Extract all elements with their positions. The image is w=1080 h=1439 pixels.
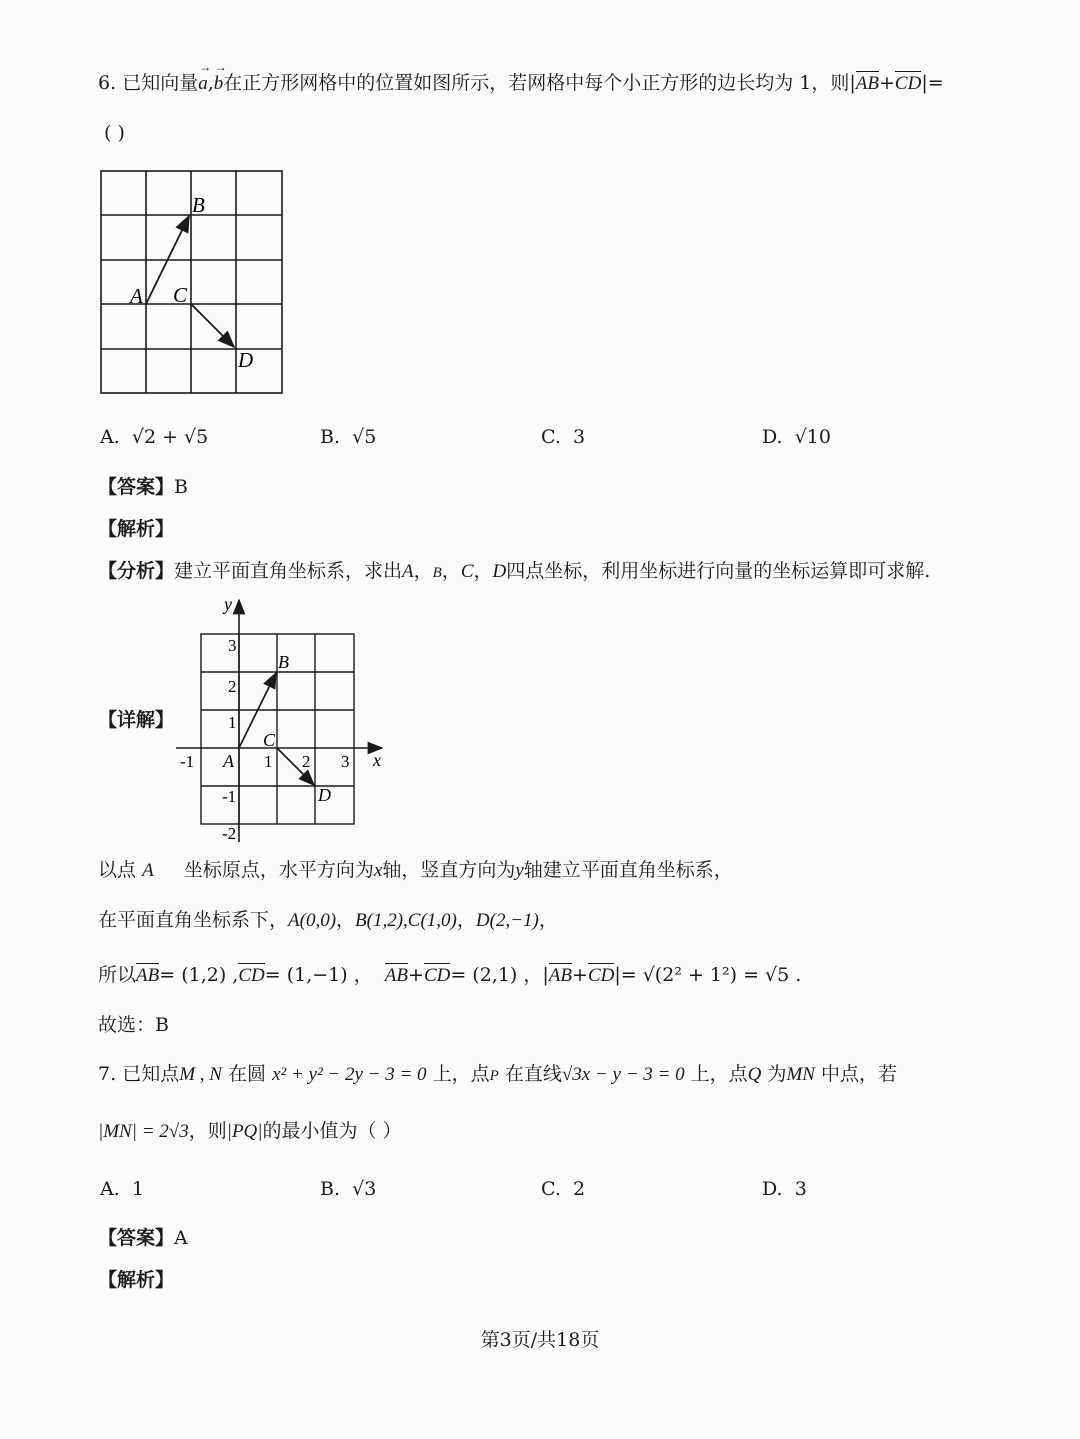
q7-answer: 【答案】A [98,1227,188,1249]
point-D-label: D [318,785,331,805]
vector-b: → b [213,60,227,94]
point-A-label: A [223,751,234,771]
point-C-label: C [263,730,276,750]
label-A: A [130,284,143,308]
q6-answer: 【答案】B [98,476,188,498]
y-tick: 1 [228,713,237,732]
x-tick: -1 [180,752,195,771]
q7-option-b[interactable]: B. √3 [320,1178,377,1200]
arrow-cd [191,304,234,347]
q6-option-d[interactable]: D. √10 [762,426,831,448]
label-D: D [238,348,254,372]
q6-detail-line3: 所以AB= (1,2) ,CD= (1,−1) ， AB+CD= (2,1) ，|AB+CD|= √(2² + 1²) = √5 . [98,964,802,986]
vector-cd: CD [894,73,922,94]
q6-stem-text: 已知向量 [122,72,199,94]
x-tick: 1 [264,752,273,771]
q6-option-c[interactable]: C. 3 [541,426,586,448]
q6-jiexi-tag: 【解析】 [98,518,175,540]
y-axis-label: y [224,594,232,614]
x-tick: 2 [302,752,311,771]
q6-stem-text2: 在正方形网格中的位置如图所示，若网格中每个小正方形的边长均为 1，则| [223,72,856,94]
y-tick: -2 [222,824,237,843]
q6-detail-line2: 在平面直角坐标系下，A(0,0)，B(1,2),C(1,0)，D(2,−1)， [98,909,558,931]
q6-xiangjie-tag: 【详解】 [98,709,175,731]
q7-stem-line2: |MN| = 2√3，则|PQ|的最小值为（ ） [98,1120,402,1142]
x-axis-label: x [373,750,381,770]
q6-conclusion: 故选：B [98,1014,169,1036]
q7-stem: 7. 已知点M , N 在圆 x² + y² − 2y − 3 = 0 上，点P 在直线√3x − y − 3 = 0 上，点Q 为MN 中点，若 [98,1063,898,1085]
q7-option-a[interactable]: A. 1 [100,1178,144,1200]
q6-fenxi: 【分析】建立平面直角坐标系，求出A，B，C，D四点坐标，利用坐标进行向量的坐标运算即可求解. [98,560,931,582]
q6-stem: 6. 已知向量 → a, → b在正方形网格中的位置如图所示，若网格中每个小正方形的边长均为 1，则|AB+CD|= [98,60,944,94]
q6-answer-paren: ( ) [104,122,125,144]
q6-coordinate-figure [170,590,395,850]
q7-option-d[interactable]: D. 3 [762,1178,807,1200]
vector-ab: AB [855,73,879,94]
y-tick: 2 [228,677,237,696]
point-B-label: B [278,652,289,672]
label-C: C [173,283,188,307]
q6-number: 6. [98,72,117,94]
q7-option-c[interactable]: C. 2 [541,1178,586,1200]
q6-option-a[interactable]: A. √2 + √5 [100,426,209,448]
x-tick: 3 [341,752,350,771]
q6-grid-figure [100,170,285,396]
vector-a: → a [198,60,212,94]
q6-detail-line1: 以点 A 坐标原点，水平方向为x轴，竖直方向为y轴建立平面直角坐标系， [98,859,733,881]
label-B: B [192,193,205,217]
q7-jiexi-tag: 【解析】 [98,1269,175,1291]
y-tick: -1 [222,787,237,806]
q6-option-b[interactable]: B. √5 [320,426,377,448]
page-footer: 第3页/共18页 [480,1329,600,1351]
y-tick: 3 [228,636,237,655]
